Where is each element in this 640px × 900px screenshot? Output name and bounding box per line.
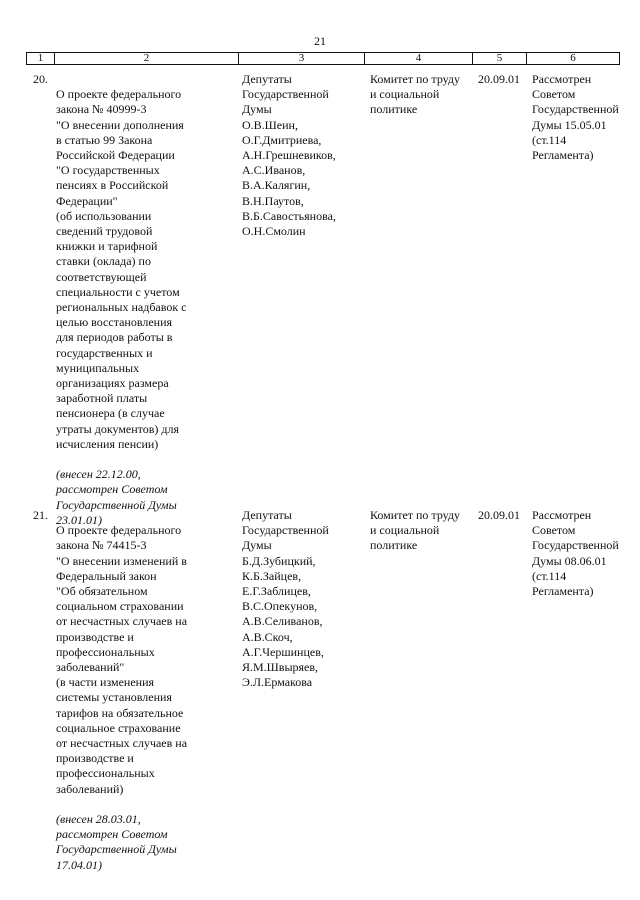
column-header-6: 6 — [570, 52, 576, 64]
bill-description — [54, 72, 238, 528]
decision: Рассмотрен Советом Государственной Думы 15.05.01 (ст.114 Регламента) — [532, 72, 619, 163]
page-number: 21 — [314, 34, 326, 48]
column-header-5: 5 — [473, 53, 527, 64]
review-date: 20.09.01 — [478, 508, 520, 522]
table-row — [26, 508, 620, 873]
bill-authors: Депутаты Государственной Думы О.В.Шеин, О.Г.Дмитриева, А.Н.Грешневиков, А.С.Иванов, В.А.Калягин, В.Н.Паутов, В.Б.Савостьянова, О.Н.Смолин — [242, 72, 336, 239]
bill-description — [54, 508, 238, 873]
column-header-1: 1 — [27, 53, 55, 64]
responsible-committee: Комитет по труду и социальной политике — [370, 508, 461, 553]
column-header-row — [26, 52, 620, 65]
responsible-committee: Комитет по труду и социальной политике — [370, 72, 461, 117]
decision: Рассмотрен Советом Государственной Думы 08.06.01 (ст.114 Регламента) — [532, 508, 619, 599]
column-header-2: 2 — [55, 53, 239, 64]
column-header-4: 4 — [365, 53, 473, 64]
row-number: 20. — [33, 72, 48, 86]
bill-title: О проекте федерального закона № 40999-3 "О внесении дополнения в статью 99 Закона Российской Федерации "О государственных пенсиях в Российской Федерации" (об использовании сведений трудовой книжки и тарифной ставки (оклада) по соответствующей специальности с учетом региональных надбавок с целью восстановления для периодов работы в государственных и муниципальных организациях размера заработной платы пенсионера (в случае утраты документов) для исчисления пенсии) — [56, 87, 187, 451]
bill-status: (внесен 22.12.00, рассмотрен Советом Государственной Думы 23.01.01) — [56, 467, 177, 527]
bill-status: (внесен 28.03.01, рассмотрен Советом Государственной Думы 17.04.01) — [56, 812, 177, 872]
bill-title: О проекте федерального закона № 74415-3 "О внесении изменений в Федеральный закон "Об обязательном социальном страховании от несчастных случаев на производстве и профессиональных заболеваний" (в части изменения системы установления тарифов на обязательное социальное страхование от несчастных случаев на производстве и профессиональных заболеваний) — [56, 523, 188, 796]
row-number: 21. — [33, 508, 48, 522]
column-header-3: 3 — [239, 53, 365, 64]
review-date: 20.09.01 — [478, 72, 520, 86]
table-row — [26, 72, 620, 528]
bill-authors: Депутаты Государственной Думы Б.Д.Зубицкий, К.Б.Зайцев, Е.Г.Заблицев, В.С.Опекунов, А.В.Селиванов, А.В.Скоч, А.Г.Чершинцев, Я.М.Швыряев, Э.Л.Ермакова — [242, 508, 329, 690]
